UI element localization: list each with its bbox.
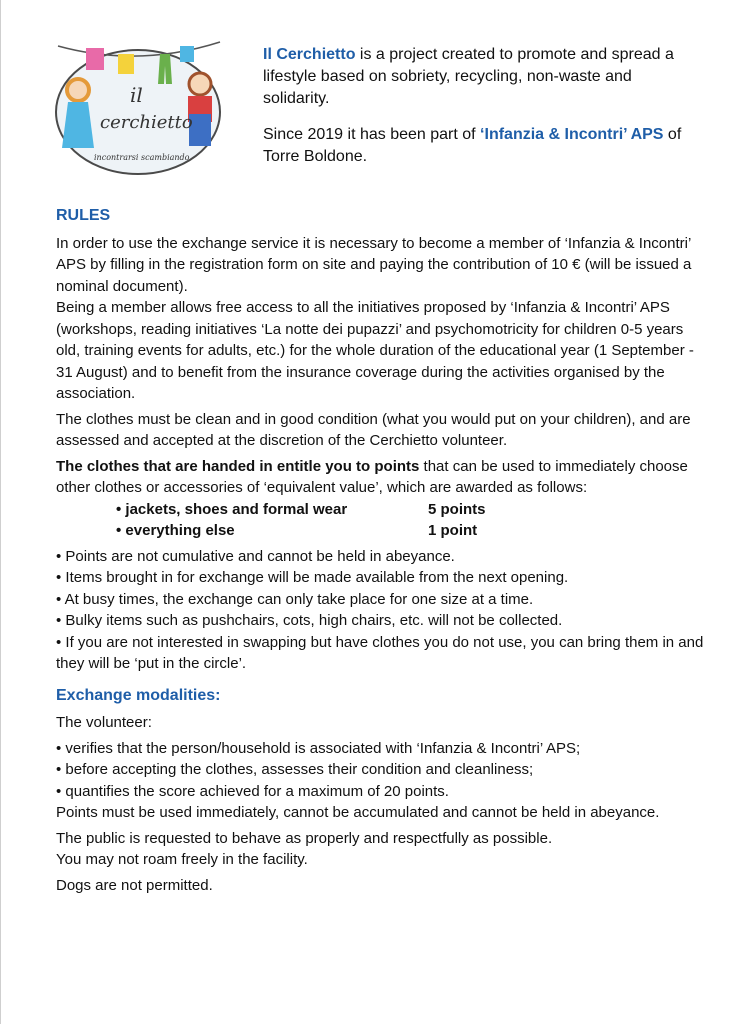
dogs-notice: Dogs are not permitted. — [56, 876, 213, 894]
rule-bullet: • Bulky items such as pushchairs, cots, high chairs, etc. will not be collected. — [56, 612, 563, 629]
girl-head-icon — [67, 79, 89, 101]
exchange-points-note: Points must be used immediately, cannot be accumulated and cannot be held in abeyance. — [56, 804, 660, 821]
points-row — [116, 520, 706, 542]
points-item: • jackets, shoes and formal wear — [116, 500, 348, 518]
logo-name: cerchietto — [100, 112, 193, 133]
rules-content — [56, 205, 706, 896]
points-table — [116, 499, 706, 542]
points-item: • everything else — [116, 522, 235, 539]
intro-paragraph-1 — [263, 44, 693, 110]
intro-description: is a project created to promote and spread a lifestyle based on sobriety, recycling, non-waste and solidarity. — [263, 46, 674, 107]
cerchietto-logo — [48, 28, 228, 188]
rules-condition: The clothes must be clean and in good condition (what you would put on your children), and are assessed and accepted at the discretion of the Cerchietto volunteer. — [56, 410, 691, 449]
intro-paragraph-2 — [263, 124, 693, 168]
points-lead-rest: that can be used to immediately choose other clothes or accessories of ‘equivalent value’, which are awarded as follows: — [56, 457, 688, 496]
public-conduct: The public is requested to behave as properly and respectfully as possible. — [56, 829, 553, 847]
intro-block — [263, 44, 693, 182]
points-value: 1 point — [428, 522, 478, 539]
rule-bullet: • Points are not cumulative and cannot be held in abeyance. — [56, 547, 455, 565]
exchange-bullet: • before accepting the clothes, assesses their condition and cleanliness; — [56, 761, 534, 778]
logo-tagline: incontrarsi scambiando — [94, 153, 190, 162]
rule-bullet: • Items brought in for exchange will be made available from the next opening. — [56, 569, 569, 586]
association-name: ‘Infanzia & Incontri’ APS — [480, 126, 664, 143]
exchange-bullet: • quantifies the score achieved for a maximum of 20 points. — [56, 782, 449, 800]
intro-since: Since 2019 it has been part of — [263, 126, 481, 143]
boy-head-icon — [189, 73, 211, 95]
project-name: Il Cerchietto — [263, 46, 356, 63]
rules-membership: In order to use the exchange service it is necessary to become a member of ‘Infanzia & Incontri’ APS by filling in the registration form on site and paying the contribution of 10 € (will be issued a nominal document). — [56, 234, 692, 295]
rules-heading: RULES — [56, 207, 111, 224]
points-lead: The clothes that are handed in entitle you to points — [56, 457, 420, 475]
exchange-bullet: • verifies that the person/household is associated with ‘Infanzia & Incontri’ APS; — [56, 739, 581, 757]
logo-il: il — [130, 83, 143, 107]
intro-location: of Torre Boldone. — [263, 126, 682, 165]
page-edge — [0, 0, 1, 1024]
rules-points-intro — [56, 456, 706, 499]
rule-bullet: • At busy times, the exchange can only take place for one size at a time. — [56, 590, 534, 608]
exchange-heading: Exchange modalities: — [56, 686, 221, 704]
points-value: 5 points — [428, 500, 486, 518]
points-row — [116, 499, 706, 521]
exchange-intro: The volunteer: — [56, 714, 152, 731]
rules-benefits: Being a member allows free access to all the initiatives proposed by ‘Infanzia & Incontri’ APS (workshops, reading initiatives ‘La notte dei pupazzi’ and psychomotricity for children 0-5 years old, training events for adults, etc.) for the whole duration of the educational year (1 September - 31 August) and to benefit from the insurance coverage during the activities organised by the association. — [56, 299, 694, 402]
blue-shirt-icon — [180, 46, 194, 62]
yellow-shirt-icon — [118, 54, 134, 74]
no-roaming: You may not roam freely in the facility. — [56, 851, 308, 868]
rule-bullet: • If you are not interested in swapping but have clothes you do not use, you can bring them in and they will be ‘put in the circle’. — [56, 633, 704, 672]
pink-shirt-icon — [86, 48, 104, 70]
